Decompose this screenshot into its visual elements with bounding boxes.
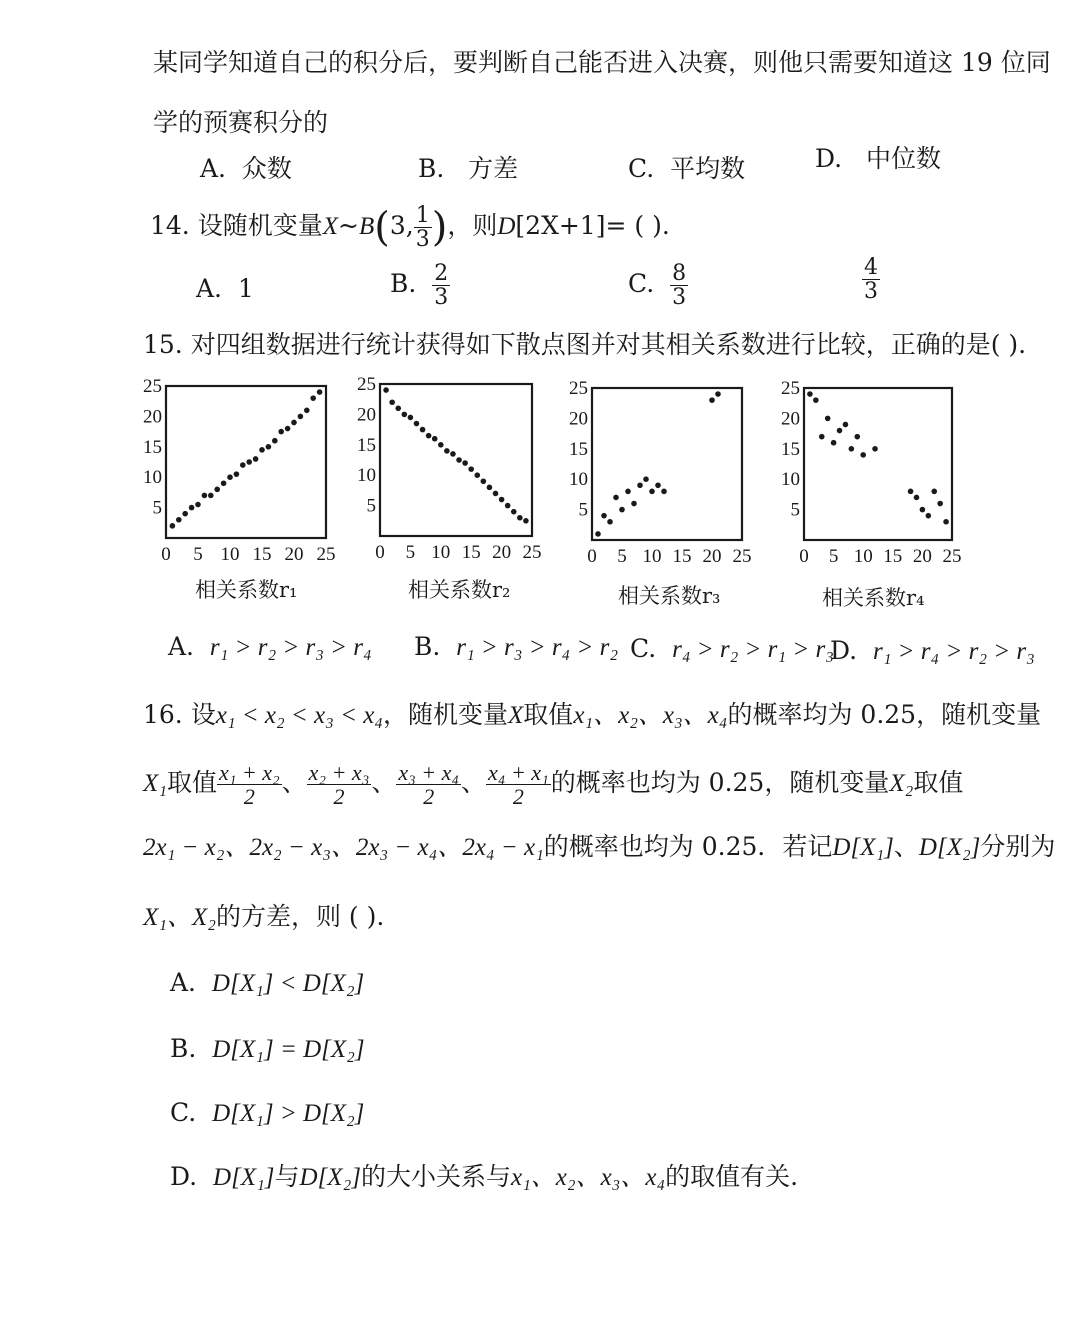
scatter-point-4-9	[854, 434, 860, 440]
plot-caption-r4: 相关系数r₄	[822, 586, 925, 610]
q13-option-a: A. 众数	[200, 154, 292, 183]
x-tick-label-4-10: 10	[853, 546, 873, 567]
q14-d: D	[497, 213, 516, 241]
q16-option-a: A. D[X₁] < D[X₂]	[170, 968, 365, 997]
scatter-point-3-4	[613, 495, 619, 501]
y-tick-label-4-5: 5	[790, 499, 800, 521]
q16-frac-1: $\frac{\text{x₁ + x₂}}{2}$	[218, 759, 280, 809]
y-tick-label-3-5: 5	[578, 499, 588, 521]
q14-option-c: C. $\frac{8}{3}$	[628, 261, 687, 311]
scatter-point-4-8	[849, 446, 855, 452]
x-tick-label-2-10: 10	[431, 542, 451, 563]
scatter-point-3-7	[631, 501, 637, 507]
scatter-point-1-21	[298, 414, 304, 420]
y-tick-label-1-20: 20	[143, 406, 162, 428]
scatter-point-1-6	[202, 493, 208, 499]
scatter-point-4-12	[908, 489, 914, 495]
x-tick-label-4-5: 5	[828, 546, 839, 567]
scatter-point-1-24	[317, 389, 323, 395]
scatter-point-4-14	[920, 507, 926, 513]
q14-option-a: A. 1	[196, 274, 254, 303]
q16-line-2: X₁取值 $\frac{\text{x₁ + x₂}}{2}$ 、 $\frac{\text{x₂ + x₃}}{2}$ 、 $\frac{\text{x₃ + x₄}}{2}$ 、 $\frac{\text{x₄ + x₁}}{2}$ 的概率也均为 0.25，随机变量X₂取值	[143, 759, 964, 809]
scatter-point-1-2	[176, 517, 182, 523]
q14-lead: 设随机变量	[197, 211, 323, 241]
scatter-point-2-7	[420, 427, 426, 433]
x-tick-label-2-15: 15	[461, 542, 481, 563]
x-tick-label-3-5: 5	[617, 546, 627, 567]
q16-option-b: B. D[X₁] = D[X₂]	[170, 1034, 365, 1063]
scatter-point-2-16	[474, 472, 480, 478]
y-tick-label-1-25: 25	[143, 376, 162, 397]
scatter-point-1-18	[278, 429, 284, 435]
q14-p-fraction: $\frac{1}{3}$	[415, 203, 430, 253]
q16-line-3: 2x₁ − x₂、2x₂ − x₃、2x₃ − x₄、2x₄ − x₁的概率也均为 0.25．若记D[X₁]、D[X₂]分别为	[143, 832, 1056, 861]
q14-var-x: X	[322, 213, 339, 241]
x-tick-label-3-0: 0	[587, 546, 597, 567]
scatter-point-4-10	[860, 452, 866, 458]
y-tick-label-4-20: 20	[781, 408, 800, 430]
scatter-point-4-18	[943, 519, 949, 525]
scatter-point-1-8	[214, 487, 220, 493]
q16-inequality: x₁ < x₂ < x₃ < x₄	[215, 702, 383, 729]
q16-frac-4: $\frac{\text{x₄ + x₁}}{2}$	[488, 759, 549, 809]
y-tick-label-2-20: 20	[357, 404, 376, 426]
scatter-point-3-8	[637, 482, 643, 488]
scatter-point-4-2	[813, 397, 819, 403]
scatter-point-2-12	[450, 451, 456, 457]
q14-tail-prefix: ，则	[447, 211, 498, 241]
q16-frac-2: $\frac{\text{x₂ + x₃}}{2}$	[308, 759, 370, 809]
scatter-point-1-9	[221, 480, 227, 486]
q15-stem: 15. 对四组数据进行统计获得如下散点图并对其相关系数进行比较，正确的是( ).	[143, 330, 1027, 359]
y-tick-label-3-15: 15	[569, 438, 588, 460]
q16-frac-3: $\frac{\text{x₃ + x₄}}{2}$	[398, 759, 460, 809]
q14-expr: [2X+1]	[515, 211, 606, 241]
scatter-point-3-12	[661, 489, 667, 495]
scatter-point-3-11	[655, 482, 661, 488]
scatter-point-2-11	[444, 448, 450, 454]
x-tick-label-1-0: 0	[161, 544, 171, 565]
x-tick-label-2-0: 0	[375, 542, 385, 563]
q15-option-b: B. r₁ > r₃ > r₄ > r₂	[414, 632, 619, 661]
plot-caption-r2: 相关系数r₂	[408, 578, 511, 602]
q15-option-d: D. r₁ > r₄ > r₂ > r₃	[830, 636, 1035, 665]
scatter-point-4-4	[825, 416, 831, 422]
scatter-point-2-8	[426, 433, 432, 439]
q13-line-2: 学的预赛积分的	[153, 108, 329, 137]
q14-n: 3,	[389, 211, 414, 241]
scatter-point-3-3	[607, 519, 613, 525]
q14-tail: = ( ).	[605, 211, 670, 241]
q15-option-c: C. r₄ > r₂ > r₁ > r₃	[630, 634, 834, 663]
x-tick-label-1-15: 15	[252, 544, 272, 565]
scatter-point-4-15	[926, 513, 932, 519]
scatter-point-2-10	[438, 442, 444, 448]
scatter-point-2-3	[395, 406, 401, 412]
x-tick-label-3-25: 25	[732, 546, 752, 567]
y-tick-label-2-25: 25	[357, 374, 376, 395]
x-tick-label-1-25: 25	[316, 544, 336, 565]
q16-line-4: X₁、X₂的方差，则 ( ).	[143, 902, 385, 931]
q14-option-b: B. $\frac{2}{3}$	[390, 261, 449, 311]
scatter-point-1-17	[272, 438, 278, 444]
scatter-point-1-10	[227, 474, 233, 480]
x-tick-label-1-10: 10	[220, 544, 240, 565]
scatter-point-2-22	[511, 509, 517, 515]
scatter-point-1-16	[266, 444, 272, 450]
scatter-point-3-5	[619, 507, 625, 513]
y-tick-label-2-15: 15	[357, 434, 376, 456]
x-tick-label-4-15: 15	[883, 546, 903, 567]
scatter-point-3-10	[649, 489, 655, 495]
scatter-point-3-2	[601, 513, 607, 519]
scatter-point-1-1	[170, 523, 176, 529]
y-tick-label-1-5: 5	[152, 497, 162, 519]
y-tick-label-3-20: 20	[569, 408, 588, 430]
scatter-point-1-23	[310, 395, 316, 401]
q13-option-b: B. 方差	[418, 154, 519, 183]
plot-frame-1	[166, 386, 326, 538]
q13-line-1: 某同学知道自己的积分后，要判断自己能否进入决赛，则他只需要知道这 19 位同	[153, 48, 1051, 77]
scatter-point-2-4	[402, 412, 408, 418]
q16-values: x₁、x₂、x₃、x₄	[573, 702, 728, 729]
q16-line-1: 16. 设x₁ < x₂ < x₃ < x₄，随机变量X取值x₁、x₂、x₃、x₄的概率均为 0.25，随机变量	[143, 700, 1042, 729]
scatter-point-4-16	[931, 489, 937, 495]
scatter-point-1-3	[182, 511, 188, 517]
x-tick-label-4-0: 0	[799, 546, 809, 567]
x-tick-label-4-25: 25	[942, 546, 962, 567]
q16-expressions: 2x₁ − x₂、2x₂ − x₃、2x₃ − x₄、2x₄ − x₁	[143, 834, 544, 861]
scatter-point-2-19	[493, 491, 499, 497]
plot-frame-2	[380, 384, 532, 536]
x-tick-label-3-15: 15	[672, 546, 692, 567]
scatter-point-4-5	[831, 440, 837, 446]
scatter-point-1-15	[259, 447, 265, 453]
scatter-point-2-1	[383, 387, 389, 393]
scatter-point-1-11	[234, 471, 240, 477]
scatter-point-3-14	[715, 391, 721, 397]
scatter-point-4-17	[937, 501, 943, 507]
x-tick-label-1-5: 5	[193, 544, 203, 565]
scatter-point-2-23	[517, 515, 523, 521]
scatter-point-2-15	[468, 466, 474, 472]
scatter-point-2-5	[408, 415, 414, 421]
scatter-point-1-12	[240, 462, 246, 468]
scatter-point-2-21	[505, 503, 511, 509]
scatter-point-4-1	[807, 391, 813, 397]
scatter-point-2-24	[523, 518, 529, 524]
scatter-point-1-19	[285, 426, 291, 432]
scatter-point-2-18	[487, 485, 493, 491]
x-tick-label-3-10: 10	[642, 546, 662, 567]
scatter-point-4-11	[872, 446, 878, 452]
q14-b: B	[358, 213, 375, 241]
scatter-point-4-6	[837, 428, 843, 434]
y-tick-label-2-5: 5	[366, 495, 376, 517]
scatter-point-3-9	[643, 476, 649, 482]
x-tick-label-1-20: 20	[284, 544, 304, 565]
scatter-point-3-1	[595, 531, 601, 537]
q14-option-d: $\frac{4}{3}$	[864, 255, 878, 305]
y-tick-label-4-15: 15	[781, 438, 800, 460]
q14-sim: ~	[338, 211, 359, 241]
plot-frame-3	[592, 388, 742, 540]
q13-option-c: C. 平均数	[628, 154, 746, 183]
scatter-point-2-20	[499, 497, 505, 503]
y-tick-label-3-10: 10	[569, 469, 588, 491]
x-tick-label-4-20: 20	[912, 546, 932, 567]
plot-caption-r3: 相关系数r₃	[618, 584, 721, 608]
scatter-point-2-14	[462, 460, 468, 466]
y-tick-label-1-15: 15	[143, 436, 162, 458]
q16-option-d: D. D[X₁]与D[X₂]的大小关系与x₁、x₂、x₃、x₄的取值有关.	[170, 1162, 799, 1191]
q15-option-a: A. r₁ > r₂ > r₃ > r₄	[168, 632, 372, 661]
scatter-point-2-2	[389, 399, 395, 405]
scatter-point-4-3	[819, 434, 825, 440]
q14-close-paren: )	[431, 204, 448, 251]
scatter-point-1-13	[246, 459, 252, 465]
q16-option-c: C. D[X₁] > D[X₂]	[170, 1098, 365, 1127]
x-tick-label-2-5: 5	[405, 542, 416, 563]
scatter-point-3-6	[625, 489, 631, 495]
scatter-point-4-13	[914, 495, 920, 501]
scatter-point-1-22	[304, 408, 310, 414]
scatter-point-2-17	[481, 478, 487, 484]
scatter-point-2-9	[432, 436, 438, 442]
y-tick-label-3-25: 25	[569, 378, 588, 399]
scatter-point-3-13	[709, 397, 715, 403]
q13-option-d: D. 中位数	[815, 144, 941, 173]
scatter-point-4-7	[843, 422, 849, 428]
q14-number: 14.	[150, 211, 190, 241]
scatter-point-2-13	[456, 457, 462, 463]
scatter-point-2-6	[414, 421, 420, 427]
q14-stem	[150, 204, 670, 251]
plot-caption-r1: 相关系数r₁	[195, 578, 298, 602]
y-tick-label-1-10: 10	[143, 467, 162, 489]
scatter-point-1-14	[253, 456, 259, 462]
x-tick-label-3-20: 20	[702, 546, 722, 567]
scatter-point-1-4	[189, 505, 195, 511]
x-tick-label-2-20: 20	[492, 542, 512, 563]
y-tick-label-2-10: 10	[357, 465, 376, 487]
scatter-point-1-5	[195, 502, 201, 508]
scatter-point-1-20	[291, 420, 297, 426]
y-tick-label-4-10: 10	[781, 469, 800, 491]
y-tick-label-4-25: 25	[781, 378, 800, 399]
scatter-point-1-7	[208, 493, 214, 499]
x-tick-label-2-25: 25	[522, 542, 542, 563]
q14-open-paren: (	[374, 204, 390, 251]
